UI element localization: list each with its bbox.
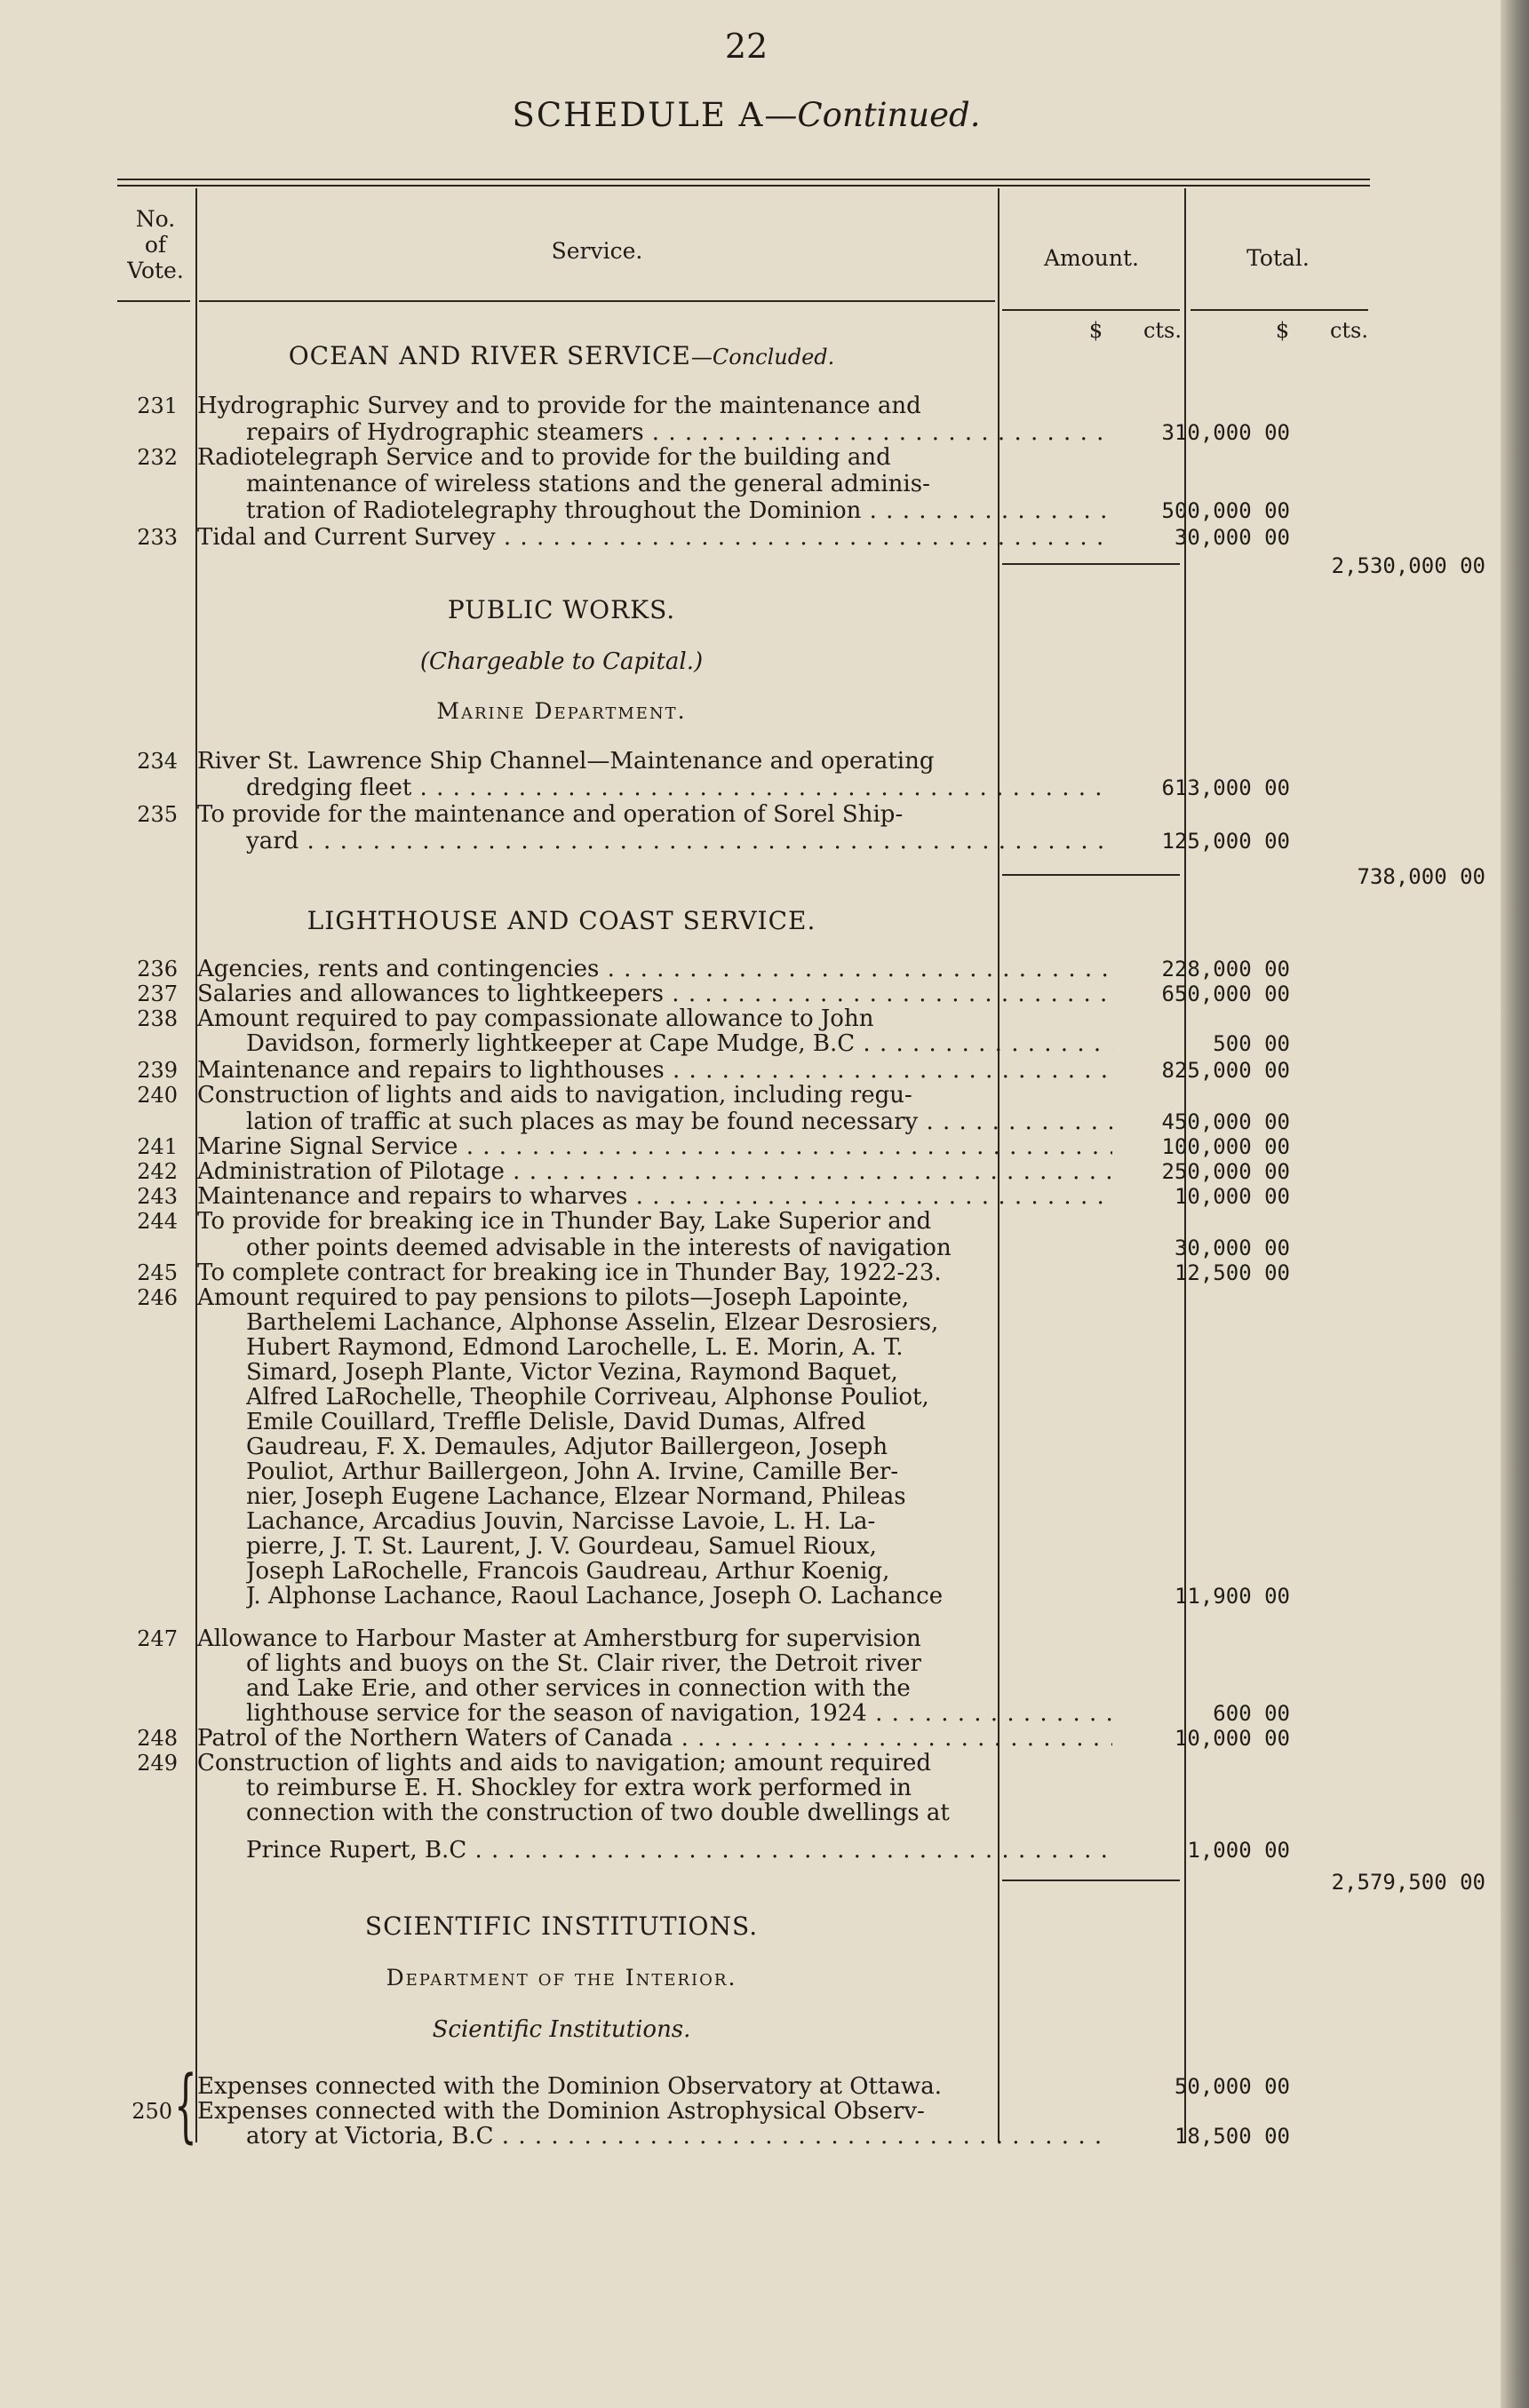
amount-value: 1,000 00 bbox=[1187, 1838, 1290, 1863]
service-text: Emile Couillard, Treffle Delisle, David Dumas, Alfred bbox=[246, 1409, 866, 1435]
service-text: J. Alphonse Lachance, Raoul Lachance, Joseph O. Lachance bbox=[246, 1583, 944, 1609]
section-interior: Department of the Interior. bbox=[386, 1965, 737, 1991]
vote-number: 236 bbox=[137, 957, 178, 981]
amount-value: 100,000 00 bbox=[1161, 1134, 1290, 1159]
vote-row-246-cont bbox=[117, 1309, 1370, 1336]
vote-row-240 bbox=[117, 1082, 1370, 1109]
service-text: Marine Signal Service . . . bbox=[197, 1133, 1112, 1160]
section-ocean-title: OCEAN AND RIVER SERVICE bbox=[288, 341, 691, 370]
amount-value: 10,000 00 bbox=[1174, 1184, 1290, 1209]
section-chargeable: (Chargeable to Capital.) bbox=[419, 648, 704, 675]
vote-number: 250 bbox=[131, 2099, 172, 2124]
vote-row-249-cont bbox=[117, 1775, 1370, 1801]
section-total-row bbox=[117, 1869, 1485, 1895]
vote-number: 249 bbox=[137, 1751, 178, 1776]
amount-value: 30,000 00 bbox=[1174, 1236, 1290, 1260]
service-text: Construction of lights and aids to navigation; amount required bbox=[197, 1750, 932, 1776]
total-value: 738,000 00 bbox=[1357, 864, 1485, 889]
service-text: Hubert Raymond, Edmond Larochelle, L. E. Morin, A. T. bbox=[246, 1334, 904, 1361]
amount-value: 613,000 00 bbox=[1161, 775, 1290, 800]
amount-value: 10,000 00 bbox=[1174, 1726, 1290, 1751]
vote-row-239 bbox=[117, 1057, 1370, 1084]
section-marine-department: Marine Department. bbox=[436, 698, 687, 724]
service-text: and Lake Erie, and other services in connection with the bbox=[246, 1675, 911, 1702]
vote-row-246-cont bbox=[117, 1483, 1370, 1510]
service-text: Agencies, rents and contingencies . . . bbox=[197, 956, 1112, 982]
service-text: Administration of Pilotage . . . bbox=[197, 1158, 1112, 1185]
vote-number: 247 bbox=[137, 1626, 178, 1651]
vote-number: 237 bbox=[137, 981, 178, 1006]
vote-row-237 bbox=[117, 981, 1370, 1007]
vote-row-234-cont bbox=[117, 775, 1370, 801]
vote-number: 240 bbox=[137, 1083, 178, 1108]
service-text: Expenses connected with the Dominion Astrophysical Observ- bbox=[197, 2098, 925, 2125]
page-title bbox=[0, 96, 1493, 134]
service-text: Construction of lights and aids to navigation, including regu- bbox=[197, 1082, 912, 1109]
total-value: 2,530,000 00 bbox=[1331, 553, 1485, 578]
vote-row-246-cont bbox=[117, 1533, 1370, 1560]
vote-row-250-cont bbox=[117, 2098, 1370, 2125]
service-text: Radiotelegraph Service and to provide for the building and bbox=[197, 444, 891, 471]
vote-number: 243 bbox=[137, 1184, 178, 1209]
service-text: To provide for the maintenance and operation of Sorel Ship- bbox=[197, 801, 904, 828]
service-text: River St. Lawrence Ship Channel—Maintenance and operating bbox=[197, 748, 935, 775]
vote-row-246-cont bbox=[117, 1508, 1370, 1535]
header-amount: Amount. bbox=[1043, 245, 1139, 271]
amount-value: 450,000 00 bbox=[1161, 1109, 1290, 1134]
vote-number: 242 bbox=[137, 1159, 178, 1184]
brace-250: { bbox=[174, 2059, 197, 2152]
vote-row-247 bbox=[117, 1625, 1370, 1652]
section-public-works: PUBLIC WORKS. bbox=[447, 595, 676, 624]
amount-value: 310,000 00 bbox=[1161, 420, 1290, 445]
vote-row-245 bbox=[117, 1260, 1370, 1286]
vote-number: 232 bbox=[137, 445, 178, 470]
vote-row-246-cont bbox=[117, 1409, 1370, 1435]
total-units: $ cts. bbox=[1275, 318, 1368, 343]
page-binding-edge bbox=[1501, 0, 1529, 2408]
service-text: repairs of Hydrographic steamers . . . bbox=[246, 419, 1112, 446]
vote-row-231 bbox=[117, 393, 1370, 419]
vote-row-246 bbox=[117, 1284, 1370, 1311]
vote-row-247-cont bbox=[117, 1650, 1370, 1677]
vote-number: 231 bbox=[137, 393, 178, 418]
service-text: other points deemed advisable in the interests of navigation bbox=[246, 1235, 952, 1261]
vote-row-247-cont bbox=[117, 1675, 1370, 1702]
vote-row-231-cont bbox=[117, 419, 1370, 446]
amount-value: 600 00 bbox=[1213, 1701, 1290, 1726]
section-scientific-institutions: Scientific Institutions. bbox=[432, 2016, 691, 2043]
service-text: Gaudreau, F. X. Demaules, Adjutor Baillergeon, Joseph bbox=[246, 1434, 888, 1460]
vote-row-244 bbox=[117, 1208, 1370, 1235]
vote-row-246-cont bbox=[117, 1359, 1370, 1386]
amount-units: $ cts. bbox=[1088, 318, 1182, 343]
service-text: of lights and buoys on the St. Clair river, the Detroit river bbox=[246, 1650, 921, 1677]
service-text: Amount required to pay compassionate allowance to John bbox=[197, 1005, 874, 1032]
service-text: Patrol of the Northern Waters of Canada . . . bbox=[197, 1725, 1112, 1752]
vote-number: 235 bbox=[137, 802, 178, 827]
vote-number: 244 bbox=[137, 1209, 178, 1234]
service-text: maintenance of wireless stations and the general adminis- bbox=[246, 471, 930, 497]
service-text: To provide for breaking ice in Thunder Bay, Lake Superior and bbox=[197, 1208, 932, 1235]
service-text: nier, Joseph Eugene Lachance, Elzear Normand, Phileas bbox=[246, 1483, 906, 1510]
vote-number: 239 bbox=[137, 1058, 178, 1083]
vote-row-234 bbox=[117, 748, 1370, 775]
service-text: Hydrographic Survey and to provide for the maintenance and bbox=[197, 393, 921, 419]
vote-row-232-cont bbox=[117, 497, 1370, 524]
vote-row-246-cont bbox=[117, 1434, 1370, 1460]
service-text: Expenses connected with the Dominion Observatory at Ottawa. bbox=[197, 2073, 942, 2100]
vote-row-240-cont bbox=[117, 1109, 1370, 1135]
service-text: Allowance to Harbour Master at Amherstburg for supervision bbox=[197, 1625, 921, 1652]
vote-row-235-cont bbox=[117, 828, 1370, 854]
service-text: connection with the construction of two double dwellings at bbox=[246, 1800, 950, 1826]
service-text: Amount required to pay pensions to pilots—Joseph Lapointe, bbox=[197, 1284, 910, 1311]
amount-value: 125,000 00 bbox=[1161, 829, 1290, 854]
section-ocean-river bbox=[117, 341, 1006, 370]
vote-row-235 bbox=[117, 801, 1370, 828]
header-rule-service bbox=[199, 300, 995, 302]
service-text: Alfred LaRochelle, Theophile Corriveau, Alphonse Pouliot, bbox=[246, 1384, 929, 1411]
vote-number: 246 bbox=[137, 1285, 178, 1310]
section-total-row bbox=[117, 863, 1485, 890]
page-number: 22 bbox=[724, 27, 768, 66]
title-main: SCHEDULE A bbox=[512, 96, 765, 134]
service-text: Lachance, Arcadius Jouvin, Narcisse Lavoie, L. H. La- bbox=[246, 1508, 876, 1535]
vote-row-246-cont bbox=[117, 1384, 1370, 1411]
header-rule-vote bbox=[117, 300, 190, 302]
amount-value: 825,000 00 bbox=[1161, 1058, 1290, 1083]
vote-number: 248 bbox=[137, 1726, 178, 1751]
vote-row-248 bbox=[117, 1725, 1370, 1752]
vote-number: 238 bbox=[137, 1006, 178, 1031]
service-text: Salaries and allowances to lightkeepers . . . bbox=[197, 981, 1112, 1007]
service-text: to reimburse E. H. Shockley for extra work performed in bbox=[246, 1775, 912, 1801]
service-text: lighthouse service for the season of navigation, 1924 . . . bbox=[246, 1700, 1112, 1727]
amount-value: 500,000 00 bbox=[1161, 498, 1290, 523]
vote-row-238-cont bbox=[117, 1030, 1370, 1057]
service-text: To complete contract for breaking ice in Thunder Bay, 1922-23. bbox=[197, 1260, 942, 1286]
service-text: tration of Radiotelegraphy throughout the Dominion . . . bbox=[246, 497, 1112, 524]
vote-number: 245 bbox=[137, 1260, 178, 1285]
vote-row-244-cont bbox=[117, 1235, 1370, 1261]
total-value: 2,579,500 00 bbox=[1331, 1870, 1485, 1895]
vote-row-232 bbox=[117, 444, 1370, 471]
vote-row-250 bbox=[117, 2073, 1370, 2100]
amount-value: 500 00 bbox=[1213, 1031, 1290, 1056]
amount-value: 30,000 00 bbox=[1174, 525, 1290, 550]
amount-value: 11,900 00 bbox=[1174, 1584, 1290, 1609]
vote-number: 233 bbox=[137, 525, 178, 550]
vote-row-246-cont bbox=[117, 1558, 1370, 1585]
vote-row-246-cont bbox=[117, 1334, 1370, 1361]
vote-row-247-cont bbox=[117, 1700, 1370, 1727]
service-text: yard . . . bbox=[246, 828, 1112, 854]
top-double-rule-lower bbox=[117, 185, 1370, 187]
vote-row-232-cont bbox=[117, 471, 1370, 497]
service-text: dredging fleet . . . bbox=[246, 775, 1112, 801]
service-text: Davidson, formerly lightkeeper at Cape Mudge, B.C . . . bbox=[246, 1030, 1112, 1057]
vote-number: 234 bbox=[137, 749, 178, 774]
service-text: Joseph LaRochelle, Francois Gaudreau, Arthur Koenig, bbox=[246, 1558, 890, 1585]
vote-row-242 bbox=[117, 1158, 1370, 1185]
amount-value: 250,000 00 bbox=[1161, 1159, 1290, 1184]
vote-row-243 bbox=[117, 1183, 1370, 1210]
service-text: Maintenance and repairs to lighthouses . . . bbox=[197, 1057, 1112, 1084]
vote-row-246-cont bbox=[117, 1583, 1370, 1609]
service-text: Maintenance and repairs to wharves . . . bbox=[197, 1183, 1112, 1210]
service-text: Simard, Joseph Plante, Victor Vezina, Raymond Baquet, bbox=[246, 1359, 898, 1386]
amount-value: 650,000 00 bbox=[1161, 981, 1290, 1006]
service-text: Barthelemi Lachance, Alphonse Asselin, Elzear Desrosiers, bbox=[246, 1309, 939, 1336]
amount-value: 18,500 00 bbox=[1174, 2124, 1290, 2149]
title-suffix: —Continued. bbox=[764, 96, 981, 134]
vote-row-241 bbox=[117, 1133, 1370, 1160]
service-text: atory at Victoria, B.C . . . bbox=[246, 2123, 1112, 2150]
vote-row-249-cont bbox=[117, 1837, 1370, 1864]
service-text: pierre, J. T. St. Laurent, J. V. Gourdeau, Samuel Rioux, bbox=[246, 1533, 877, 1560]
vote-row-236 bbox=[117, 956, 1370, 982]
header-rule-amount bbox=[1002, 309, 1180, 311]
vote-row-233 bbox=[117, 524, 1370, 551]
amount-value: 50,000 00 bbox=[1174, 2074, 1290, 2099]
service-text: Tidal and Current Survey . . . bbox=[197, 524, 1112, 551]
section-total-row bbox=[117, 552, 1485, 579]
vote-row-249 bbox=[117, 1750, 1370, 1776]
service-text: Prince Rupert, B.C . . . bbox=[246, 1837, 1112, 1864]
vote-row-249-cont bbox=[117, 1800, 1370, 1826]
service-text: Pouliot, Arthur Baillergeon, John A. Irvine, Camille Ber- bbox=[246, 1458, 899, 1485]
amount-value: 228,000 00 bbox=[1161, 957, 1290, 981]
top-double-rule-upper bbox=[117, 179, 1370, 180]
service-text: lation of traffic at such places as may be found necessary . . . bbox=[246, 1109, 1112, 1135]
vote-row-250-cont bbox=[117, 2123, 1370, 2150]
header-service: Service. bbox=[551, 238, 643, 264]
amount-value: 12,500 00 bbox=[1174, 1260, 1290, 1285]
section-lighthouse: LIGHTHOUSE AND COAST SERVICE. bbox=[307, 906, 816, 935]
vote-number: 241 bbox=[137, 1134, 178, 1159]
section-scientific: SCIENTIFIC INSTITUTIONS. bbox=[364, 1911, 759, 1941]
header-vote: No. of Vote. bbox=[127, 206, 184, 283]
header-rule-total bbox=[1191, 309, 1368, 311]
vote-row-238 bbox=[117, 1005, 1370, 1032]
vote-row-246-cont bbox=[117, 1458, 1370, 1485]
section-ocean-suffix: —Concluded. bbox=[690, 345, 835, 370]
header-total: Total. bbox=[1246, 245, 1310, 271]
